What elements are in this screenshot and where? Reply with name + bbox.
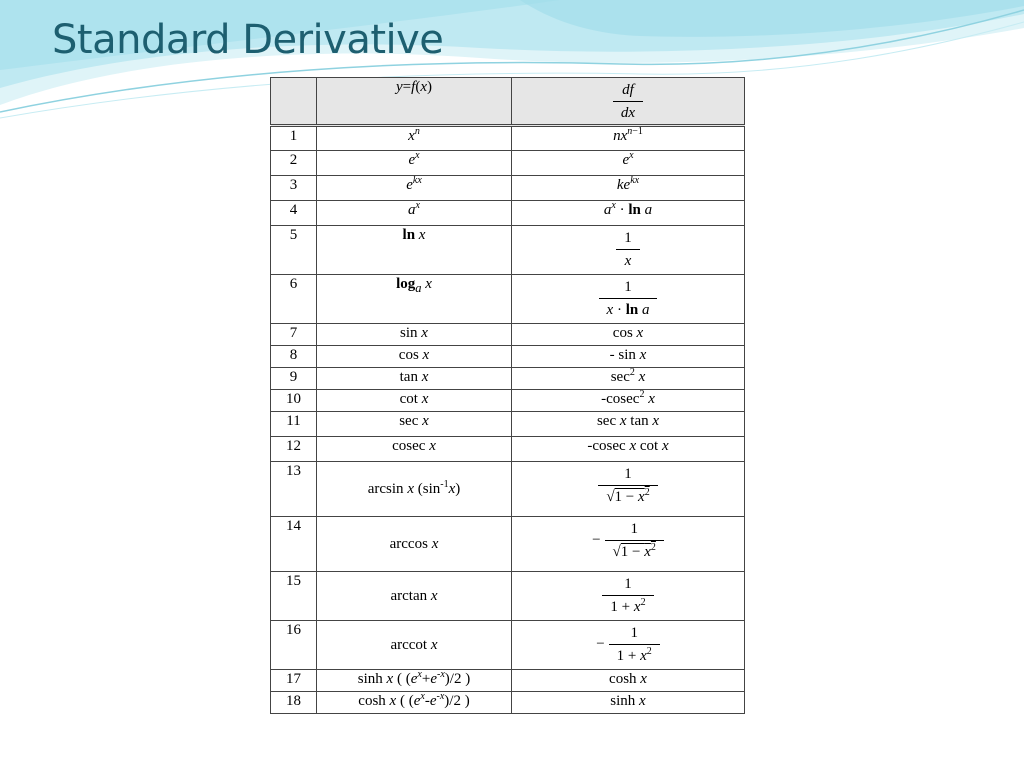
derivative-cell: -cosec x cot x <box>512 437 745 462</box>
function-cell: sec x <box>317 412 512 437</box>
function-cell: arccos x <box>317 517 512 572</box>
header-function: y=f(x) <box>317 78 512 126</box>
function-cell: sinh x ( $(e^x+e^{-x})/2$ ) <box>317 670 512 692</box>
table-row <box>271 462 745 517</box>
table-row <box>271 670 745 692</box>
derivative-cell: − $\frac{1}{1 + x^2}$ <box>512 621 745 670</box>
function-cell: cot x <box>317 390 512 412</box>
function-cell: tan x <box>317 368 512 390</box>
row-number: 17 <box>271 670 317 692</box>
derivative-cell: cos x <box>512 324 745 346</box>
function-cell: $x^n$ <box>317 126 512 151</box>
header-derivative: $\frac{df}{dx}$ <box>512 78 745 126</box>
row-number: 6 <box>271 275 317 324</box>
derivative-cell: - sin x <box>512 346 745 368</box>
derivative-cell: $\sec^2 x$ <box>512 368 745 390</box>
table-row <box>271 226 745 275</box>
derivative-cell: $a^x \cdot \ln a$ <box>512 201 745 226</box>
derivative-cell: $nx^{n-1}$ <box>512 126 745 151</box>
slide-title: Standard Derivative <box>52 17 444 63</box>
derivative-cell: sec x tan x <box>512 412 745 437</box>
function-cell: cosec x <box>317 437 512 462</box>
table-header-row <box>271 78 745 126</box>
derivative-table <box>270 77 745 714</box>
function-cell: $a^x$ <box>317 201 512 226</box>
derivative-cell: $\frac{1}{\text{x · ln a}}$ <box>512 275 745 324</box>
table-row <box>271 621 745 670</box>
function-cell: arccot x <box>317 621 512 670</box>
function-cell: $e^{kx}$ <box>317 176 512 201</box>
row-number: 3 <box>271 176 317 201</box>
row-number: 14 <box>271 517 317 572</box>
table-row <box>271 692 745 714</box>
derivative-cell: $ke^{kx}$ <box>512 176 745 201</box>
function-cell: $e^x$ <box>317 151 512 176</box>
function-cell: cosh x ( $(e^x-e^{-x})/2$ ) <box>317 692 512 714</box>
table-row <box>271 151 745 176</box>
row-number: 18 <box>271 692 317 714</box>
derivative-cell: $\frac{1}{x}$ <box>512 226 745 275</box>
row-number: 15 <box>271 572 317 621</box>
derivative-cell: -cosec$^2$ x <box>512 390 745 412</box>
derivative-cell: $e^x$ <box>512 151 745 176</box>
table-row <box>271 412 745 437</box>
table-row <box>271 437 745 462</box>
derivative-cell: sinh x <box>512 692 745 714</box>
table-row <box>271 126 745 151</box>
row-number: 8 <box>271 346 317 368</box>
table-row <box>271 346 745 368</box>
row-number: 12 <box>271 437 317 462</box>
function-cell: arctan x <box>317 572 512 621</box>
table-row <box>271 368 745 390</box>
table-row <box>271 517 745 572</box>
table-row <box>271 572 745 621</box>
derivative-cell: cosh x <box>512 670 745 692</box>
derivative-cell: − $\frac{1}{√1 - x^2}$ <box>512 517 745 572</box>
derivative-cell: $\frac{1}{1 + x^2}$ <box>512 572 745 621</box>
header-index <box>271 78 317 126</box>
row-number: 2 <box>271 151 317 176</box>
row-number: 11 <box>271 412 317 437</box>
table-row <box>271 390 745 412</box>
function-cell: $\log_a x$ <box>317 275 512 324</box>
row-number: 1 <box>271 126 317 151</box>
function-cell: arcsin x $(\sin^{-1}x)$ <box>317 462 512 517</box>
row-number: 13 <box>271 462 317 517</box>
table-row <box>271 201 745 226</box>
function-cell: ln x <box>317 226 512 275</box>
row-number: 9 <box>271 368 317 390</box>
table-row <box>271 275 745 324</box>
row-number: 5 <box>271 226 317 275</box>
table-row <box>271 176 745 201</box>
row-number: 4 <box>271 201 317 226</box>
function-cell: sin x <box>317 324 512 346</box>
function-cell: cos x <box>317 346 512 368</box>
derivative-table-container <box>270 77 744 714</box>
table-row <box>271 324 745 346</box>
derivative-cell: $\frac{1}{√1 - x^2}$ <box>512 462 745 517</box>
row-number: 16 <box>271 621 317 670</box>
row-number: 7 <box>271 324 317 346</box>
row-number: 10 <box>271 390 317 412</box>
